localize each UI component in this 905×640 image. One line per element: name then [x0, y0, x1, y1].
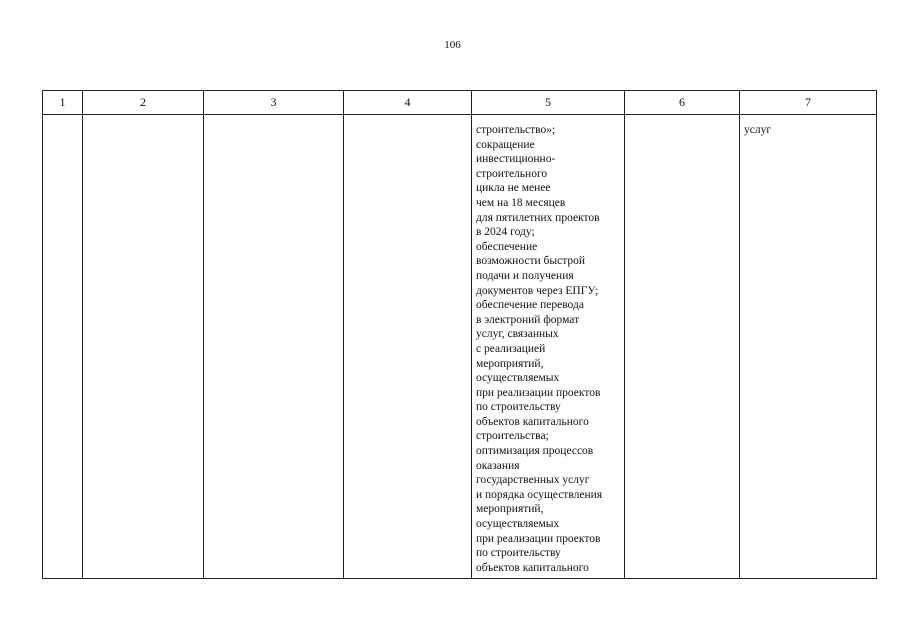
- table-header-row: [43, 91, 877, 115]
- cell-text-line: осуществляемых: [476, 372, 560, 385]
- page-number: 106: [444, 39, 461, 51]
- cell-text-line: строительства;: [476, 430, 549, 443]
- cell-text-line: услуг: [744, 124, 772, 136]
- column-header-7: 7: [740, 91, 877, 115]
- cell-text-line: подачи и получения: [476, 269, 574, 282]
- cell-text-line: сокращение: [476, 138, 535, 151]
- cell-text-line: в 2024 году;: [476, 226, 535, 239]
- cell-text-line: по строительству: [476, 401, 561, 414]
- cell-text-line: осуществляемых: [476, 518, 560, 531]
- cell-text-line: документов через ЕПГУ;: [476, 284, 599, 297]
- cell-text-line: оптимизация процессов: [476, 445, 594, 458]
- cell-text-line: объектов капитального: [476, 561, 589, 574]
- cell-text-line: возможности быстрой: [476, 255, 586, 268]
- cell-text-line: с реализацией: [476, 342, 546, 355]
- table-cell-col6: [625, 115, 740, 579]
- table-cell-col5: [472, 115, 625, 579]
- cell-text-line: услуг, связанных: [476, 328, 559, 341]
- cell-text-line: по строительству: [476, 547, 561, 560]
- cell-text-line: цикла не менее: [476, 182, 551, 195]
- cell-text-line: чем на 18 месяцев: [476, 196, 566, 209]
- cell-text-line: обеспечение: [476, 240, 538, 253]
- cell-text-line: для пятилетних проектов: [476, 211, 600, 224]
- cell-text-line: в электроний формат: [476, 313, 580, 326]
- table-cell-col3: [204, 115, 344, 579]
- cell-text-line: при реализации проектов: [476, 386, 601, 399]
- table-row: [43, 115, 877, 579]
- cell-text-line: оказания: [476, 459, 520, 472]
- document-table: [42, 90, 877, 579]
- cell-text-line: обеспечение перевода: [476, 299, 584, 312]
- column-header-2: 2: [83, 91, 204, 115]
- column-header-5: 5: [472, 91, 625, 115]
- table-cell-col4: [344, 115, 472, 579]
- column-header-3: 3: [204, 91, 344, 115]
- cell-text-line: и порядка осуществления: [476, 488, 603, 501]
- cell-text-line: строительного: [476, 167, 548, 180]
- cell-text-line: при реализации проектов: [476, 532, 601, 545]
- cell-text-line: инвестиционно-: [476, 153, 556, 166]
- column-header-4: 4: [344, 91, 472, 115]
- cell-text-line: объектов капитального: [476, 415, 589, 428]
- table-cell-col1: [43, 115, 83, 579]
- table-cell-col2: [83, 115, 204, 579]
- table-cell-col7: [740, 115, 877, 579]
- column-header-6: 6: [625, 91, 740, 115]
- cell-text-line: строительство»;: [476, 124, 556, 136]
- column-header-1: 1: [43, 91, 83, 115]
- cell-text-line: мероприятий,: [476, 503, 544, 516]
- cell-text-line: мероприятий,: [476, 357, 544, 370]
- cell-text-line: государственных услуг: [476, 474, 590, 487]
